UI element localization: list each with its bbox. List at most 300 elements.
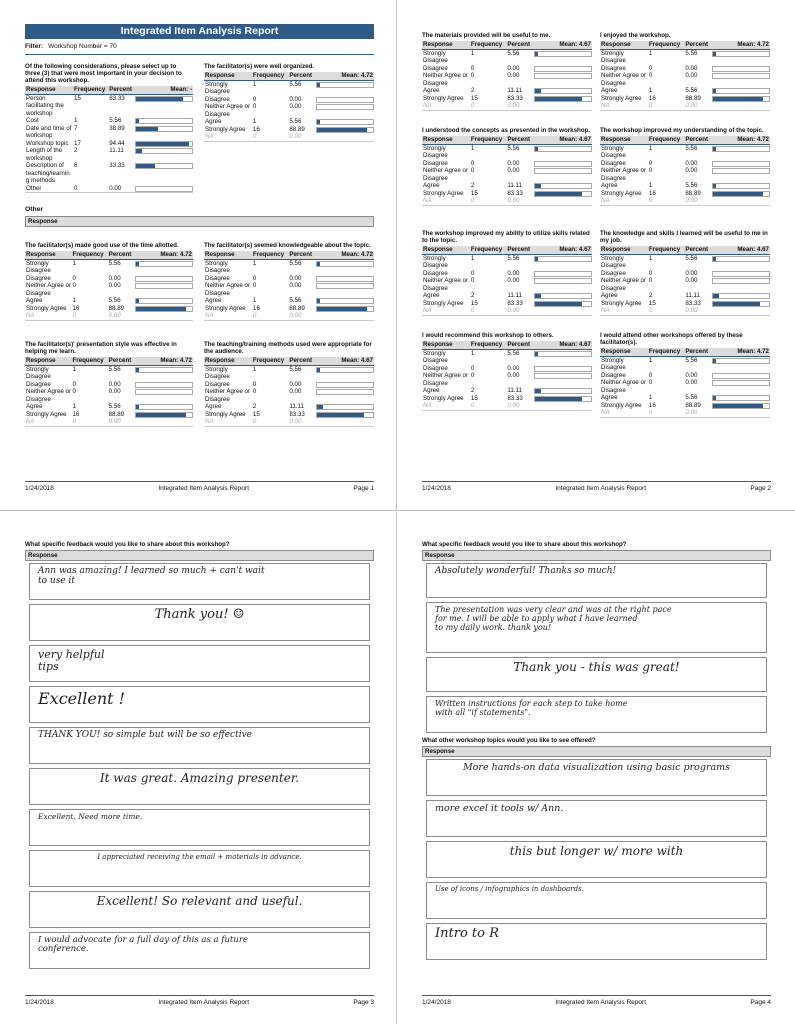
- bar-cell: [533, 307, 592, 315]
- response-label: Neither Agree or Disagree: [601, 277, 647, 292]
- response-label: Other: [25, 185, 73, 193]
- bar-cell: [711, 300, 770, 308]
- response-box: [29, 768, 370, 805]
- table-row: [422, 372, 592, 387]
- response-label: Strongly Agree: [423, 189, 464, 197]
- percent-bar-fill: [317, 120, 320, 124]
- frequency-value: 15: [252, 410, 260, 418]
- filter-value: Workshop Number = 70: [48, 43, 117, 50]
- question-block: [25, 63, 193, 193]
- response-label: NA: [422, 102, 470, 110]
- percent-bar: [712, 373, 770, 379]
- response-label: Strongly Agree: [205, 304, 246, 312]
- col-header-response: Response: [25, 251, 71, 259]
- bar-cell: [134, 94, 193, 117]
- response-box: [426, 923, 767, 960]
- response-label: Neither Agree or Disagree: [423, 372, 469, 387]
- percent-bar: [316, 97, 374, 103]
- question-block: [422, 230, 592, 316]
- percent-value: 0.00: [685, 379, 698, 386]
- col-header-frequency: Frequency: [470, 341, 506, 349]
- response-label: NA: [600, 102, 648, 110]
- frequency-value: 16: [648, 401, 656, 409]
- report-page-3: [0, 512, 397, 1024]
- percent-value: 5.56: [109, 117, 122, 124]
- response-header: Response: [25, 550, 374, 561]
- response-label: Disagree: [205, 95, 230, 103]
- frequency-value: 0: [470, 72, 475, 79]
- other-response-header: Response: [25, 216, 374, 227]
- percent-bar-fill: [136, 299, 139, 303]
- bar-cell: [134, 147, 193, 162]
- bar-cell: [315, 381, 374, 389]
- table-row: [422, 402, 592, 410]
- percent-bar: [712, 51, 770, 57]
- frequency-value: 0: [71, 418, 107, 426]
- bar-cell: [134, 418, 193, 426]
- table-row: [204, 312, 374, 320]
- report-page-2: [398, 0, 795, 511]
- handwritten-text: More hands-on data visualization using basic programs: [462, 762, 731, 773]
- percent-value: 0.00: [288, 133, 315, 141]
- percent-bar-fill: [136, 307, 186, 311]
- frequency-value: 1: [648, 87, 653, 94]
- frequency-value: 0: [648, 197, 684, 205]
- question-block: [600, 332, 770, 418]
- col-header-percent: Percent: [684, 136, 711, 144]
- col-header-response: Response: [422, 136, 470, 144]
- bar-cell: [315, 133, 374, 141]
- col-header-percent: Percent: [506, 136, 533, 144]
- bar-cell: [711, 102, 770, 110]
- question-title: I enjoyed the workshop.: [600, 32, 671, 39]
- frequency-value: 0: [252, 418, 288, 426]
- percent-bar-fill: [713, 52, 716, 56]
- percent-bar: [534, 301, 592, 307]
- percent-bar: [712, 88, 770, 94]
- feedback-question: What specific feedback would you like to share about this workshop?: [25, 541, 230, 548]
- col-header-percent: Percent: [506, 41, 533, 49]
- percent-bar: [135, 389, 193, 395]
- percent-bar: [135, 367, 193, 373]
- table-row: [25, 388, 193, 403]
- table-row: [422, 277, 592, 292]
- col-header-response: Response: [600, 246, 648, 254]
- percent-bar-fill: [535, 89, 541, 93]
- bar-cell: [134, 282, 193, 297]
- bar-cell: [315, 365, 374, 381]
- frequency-value: 0: [252, 312, 288, 320]
- response-label: NA: [204, 418, 252, 426]
- bar-cell: [315, 103, 374, 118]
- percent-bar: [316, 119, 374, 125]
- percent-bar: [135, 404, 193, 410]
- percent-value: 5.56: [289, 365, 302, 373]
- percent-bar: [712, 146, 770, 152]
- frequency-value: 16: [252, 304, 260, 312]
- response-label: Neither Agree or Disagree: [26, 388, 72, 403]
- frequency-value: 1: [648, 394, 653, 401]
- frequency-value: 0: [72, 380, 76, 388]
- table-row: [25, 305, 193, 313]
- percent-bar: [534, 96, 592, 102]
- handwritten-text: The presentation was very clear and was at the right pace for me. I will be able to apply what I have learned to my daily work. thank you!: [435, 605, 672, 632]
- response-box: [29, 645, 370, 682]
- percent-bar: [135, 163, 193, 169]
- table-row: [204, 297, 374, 305]
- question-block: [25, 341, 193, 427]
- response-label: Neither Agree or Disagree: [423, 167, 469, 182]
- bar-cell: [533, 160, 592, 168]
- frequency-value: 1: [648, 49, 653, 57]
- frequency-value: 0: [470, 102, 506, 110]
- mean-header: Mean: 4.67: [711, 246, 770, 254]
- bar-cell: [711, 379, 770, 394]
- bar-cell: [533, 402, 592, 410]
- frequency-value: 0: [252, 274, 257, 282]
- table-row: [600, 277, 770, 292]
- frequency-value: 15: [470, 394, 478, 402]
- response-label: Strongly Disagree: [423, 49, 448, 64]
- percent-bar-fill: [535, 389, 541, 393]
- handwritten-text: Excellent! So relevant and useful.: [96, 894, 303, 908]
- percent-bar: [712, 403, 770, 409]
- percent-value: 0.00: [685, 277, 698, 284]
- response-label: NA: [422, 402, 470, 410]
- response-box: [29, 932, 370, 969]
- bar-cell: [711, 270, 770, 278]
- frequency-value: 1: [74, 117, 78, 124]
- table-row: [422, 197, 592, 205]
- response-label: Disagree: [601, 371, 626, 379]
- handwritten-text: very helpful tips: [38, 648, 105, 674]
- percent-bar: [316, 306, 374, 312]
- table-row: [422, 349, 592, 365]
- table-row: [25, 117, 193, 125]
- footer-page: Page 2: [750, 485, 771, 492]
- table-row: [600, 372, 770, 380]
- col-header-response: Response: [422, 341, 470, 349]
- table-row: [25, 259, 193, 275]
- table-row: [422, 87, 592, 95]
- table-row: [204, 305, 374, 313]
- footer-date: 1/24/2018: [422, 999, 451, 1006]
- response-table: [204, 251, 374, 321]
- frequency-value: 0: [470, 269, 475, 277]
- percent-value: 0.00: [684, 409, 711, 417]
- col-header-response: Response: [422, 41, 470, 49]
- percent-bar: [135, 118, 193, 124]
- question-title: Of the following considerations, please select up to three (3) that were most important in your decision to attend this workshop.: [25, 63, 182, 84]
- bar-cell: [711, 87, 770, 95]
- percent-bar-fill: [535, 352, 538, 356]
- table-row: [600, 95, 770, 103]
- frequency-value: 1: [252, 118, 257, 125]
- footer-title: Integrated Item Analysis Report: [555, 999, 646, 1006]
- frequency-value: 7: [74, 124, 78, 132]
- percent-value: 83.33: [507, 94, 523, 102]
- response-label: NA: [204, 133, 252, 141]
- bar-cell: [711, 182, 770, 190]
- response-label: Strongly Disagree: [205, 259, 230, 274]
- table-row: [422, 72, 592, 87]
- handwritten-text: Thank you - this was great!: [513, 660, 680, 674]
- handwritten-text: It was great. Amazing presenter.: [99, 771, 300, 785]
- percent-bar-fill: [136, 262, 139, 266]
- percent-bar: [135, 261, 193, 267]
- response-label: Strongly Agree: [601, 401, 642, 409]
- frequency-value: 0: [470, 402, 506, 410]
- response-label: Strongly Disagree: [26, 259, 51, 274]
- bar-cell: [711, 409, 770, 417]
- response-label: Agree: [423, 87, 440, 94]
- table-row: [600, 72, 770, 87]
- handwritten-text: Excellent. Need more time.: [38, 812, 143, 821]
- table-row: [600, 190, 770, 198]
- percent-bar: [712, 256, 770, 262]
- feedback-question: What specific feedback would you like to share about this workshop?: [422, 541, 627, 548]
- frequency-value: 0: [72, 274, 76, 282]
- frequency-value: 1: [470, 49, 475, 57]
- response-label: Strongly Agree: [423, 299, 464, 307]
- frequency-value: 0: [648, 167, 653, 174]
- response-label: Length of the workshop: [26, 147, 63, 162]
- handwritten-text: Ann was amazing! I learned so much + can't wait to use it: [38, 566, 265, 586]
- table-row: [422, 49, 592, 65]
- response-box: [29, 850, 370, 887]
- bar-cell: [315, 126, 374, 134]
- frequency-value: 0: [648, 379, 653, 386]
- question-block: [204, 242, 374, 321]
- response-label: Description of teaching/learnin g methods: [26, 162, 70, 184]
- handwritten-text: Excellent !: [38, 689, 126, 708]
- table-row: [25, 403, 193, 411]
- footer-date: 1/24/2018: [25, 999, 54, 1006]
- frequency-value: 16: [72, 304, 80, 312]
- percent-value: 88.89: [108, 304, 125, 312]
- frequency-value: 0: [470, 64, 475, 72]
- frequency-value: 6: [74, 162, 78, 169]
- percent-value: 11.11: [507, 87, 522, 94]
- frequency-value: 0: [648, 72, 653, 79]
- frequency-value: 16: [252, 125, 260, 133]
- question-title: The materials provided will be useful to me.: [422, 32, 551, 39]
- percent-bar-fill: [317, 413, 364, 417]
- table-row: [204, 403, 374, 411]
- response-label: Agree: [601, 87, 618, 94]
- percent-value: 0.00: [289, 274, 302, 282]
- percent-value: 0.00: [108, 274, 121, 282]
- bar-cell: [711, 307, 770, 315]
- percent-value: 88.89: [685, 401, 701, 409]
- table-row: [204, 411, 374, 419]
- response-box: [426, 657, 767, 692]
- percent-bar: [712, 191, 770, 197]
- percent-bar: [135, 141, 193, 147]
- filter-label: Filter:: [25, 43, 44, 50]
- bar-cell: [315, 388, 374, 403]
- bar-cell: [711, 277, 770, 292]
- response-label: Strongly Agree: [205, 410, 246, 418]
- percent-bar: [534, 183, 592, 189]
- bar-cell: [134, 305, 193, 313]
- percent-bar: [534, 66, 592, 72]
- percent-bar-fill: [713, 359, 716, 363]
- response-table: [204, 357, 374, 427]
- response-table: [25, 251, 193, 321]
- bar-cell: [134, 125, 193, 140]
- frequency-value: 1: [72, 403, 76, 410]
- bar-cell: [134, 162, 193, 185]
- response-label: Strongly Agree: [423, 394, 464, 402]
- percent-bar: [712, 73, 770, 79]
- col-header-percent: Percent: [288, 72, 315, 80]
- percent-bar: [534, 351, 592, 357]
- percent-bar: [534, 73, 592, 79]
- response-label: Disagree: [423, 64, 448, 72]
- percent-value: 0.00: [289, 103, 302, 110]
- percent-bar: [135, 382, 193, 388]
- response-label: Strongly Agree: [423, 94, 464, 102]
- response-box: [29, 727, 370, 764]
- percent-value: 38.89: [109, 124, 125, 132]
- response-table: [600, 41, 770, 111]
- percent-value: 83.33: [109, 94, 125, 102]
- page-footer: [25, 995, 374, 1006]
- bar-cell: [315, 96, 374, 104]
- bar-cell: [533, 292, 592, 300]
- table-row: [25, 418, 193, 426]
- percent-bar: [135, 283, 193, 289]
- percent-value: 0.00: [288, 418, 315, 426]
- frequency-value: 1: [470, 144, 475, 152]
- table-row: [204, 388, 374, 403]
- bar-cell: [134, 140, 193, 148]
- question-title: The workshop improved my ability to utilize skills related to the topic.: [422, 230, 590, 244]
- percent-bar-fill: [713, 147, 716, 151]
- percent-bar-fill: [317, 128, 367, 132]
- percent-bar: [534, 278, 592, 284]
- table-row: [422, 307, 592, 315]
- percent-bar: [316, 127, 374, 133]
- response-label: NA: [204, 312, 252, 320]
- bar-cell: [533, 300, 592, 308]
- bar-cell: [315, 118, 374, 126]
- frequency-value: 0: [648, 159, 653, 167]
- frequency-value: 2: [470, 87, 475, 94]
- response-label: Strongly Disagree: [601, 49, 626, 64]
- response-label: Neither Agree or Disagree: [601, 379, 647, 394]
- percent-bar: [135, 306, 193, 312]
- table-row: [422, 300, 592, 308]
- response-label: Disagree: [423, 269, 448, 277]
- footer-date: 1/24/2018: [25, 485, 54, 492]
- footer-date: 1/24/2018: [422, 485, 451, 492]
- percent-bar: [712, 395, 770, 401]
- response-label: Disagree: [601, 159, 626, 167]
- mean-header: Mean: 4.72: [711, 41, 770, 49]
- mean-header: Mean: 4.72: [134, 251, 193, 259]
- response-label: Disagree: [205, 274, 230, 282]
- mean-header: Mean: 4.72: [134, 357, 193, 365]
- frequency-value: 15: [470, 189, 478, 197]
- footer-title: Integrated Item Analysis Report: [158, 999, 249, 1006]
- col-header-percent: Percent: [288, 357, 315, 365]
- table-row: [422, 65, 592, 73]
- response-label: Agree: [423, 182, 440, 189]
- percent-bar: [316, 283, 374, 289]
- bar-cell: [711, 95, 770, 103]
- percent-bar-fill: [713, 97, 763, 101]
- response-header: Response: [422, 746, 771, 757]
- percent-value: 5.56: [685, 182, 698, 189]
- percent-bar-fill: [713, 192, 763, 196]
- col-header-frequency: Frequency: [252, 251, 288, 259]
- response-label: Strongly Disagree: [205, 365, 230, 380]
- bar-cell: [315, 259, 374, 275]
- bar-cell: [533, 182, 592, 190]
- table-row: [422, 365, 592, 373]
- response-label: Strongly Disagree: [601, 254, 626, 269]
- percent-value: 5.56: [289, 80, 302, 88]
- percent-bar: [712, 271, 770, 277]
- percent-value: 0.00: [507, 167, 520, 174]
- percent-bar: [534, 396, 592, 402]
- frequency-value: 0: [252, 388, 257, 395]
- percent-value: 5.56: [507, 349, 520, 357]
- percent-bar-fill: [535, 257, 538, 261]
- frequency-value: 0: [648, 371, 653, 379]
- response-label: Strongly Disagree: [601, 144, 626, 159]
- frequency-value: 0: [648, 102, 684, 110]
- frequency-value: 1: [252, 80, 257, 88]
- percent-bar-fill: [535, 302, 582, 306]
- topics-question: What other workshop topics would you like to see offered?: [422, 737, 596, 744]
- bar-cell: [711, 49, 770, 65]
- response-label: Disagree: [423, 364, 448, 372]
- response-table: [204, 72, 374, 142]
- frequency-value: 15: [74, 94, 81, 102]
- percent-bar-fill: [317, 405, 323, 409]
- percent-bar-fill: [713, 184, 716, 188]
- percent-value: 83.33: [507, 299, 523, 307]
- frequency-value: 0: [72, 388, 76, 395]
- response-label: Strongly Agree: [601, 94, 642, 102]
- response-label: NA: [600, 409, 648, 417]
- percent-value: 88.89: [108, 410, 125, 418]
- response-table: [25, 357, 193, 427]
- table-row: [25, 140, 193, 148]
- bar-cell: [711, 254, 770, 270]
- col-header-frequency: Frequency: [648, 348, 684, 356]
- percent-value: 0.00: [108, 185, 134, 193]
- bar-cell: [533, 144, 592, 160]
- bar-cell: [134, 297, 193, 305]
- percent-value: 0.00: [684, 102, 711, 110]
- response-label: Agree: [601, 292, 618, 299]
- frequency-value: 15: [648, 299, 656, 307]
- frequency-value: 0: [73, 185, 108, 193]
- percent-bar: [135, 298, 193, 304]
- percent-bar-fill: [535, 192, 582, 196]
- bar-cell: [533, 190, 592, 198]
- table-row: [600, 300, 770, 308]
- frequency-value: 0: [470, 372, 475, 379]
- handwritten-text: I appreciated receiving the email + materials in advance.: [97, 853, 302, 861]
- percent-bar: [534, 388, 592, 394]
- percent-bar: [316, 276, 374, 282]
- report-page-4: [398, 512, 795, 1024]
